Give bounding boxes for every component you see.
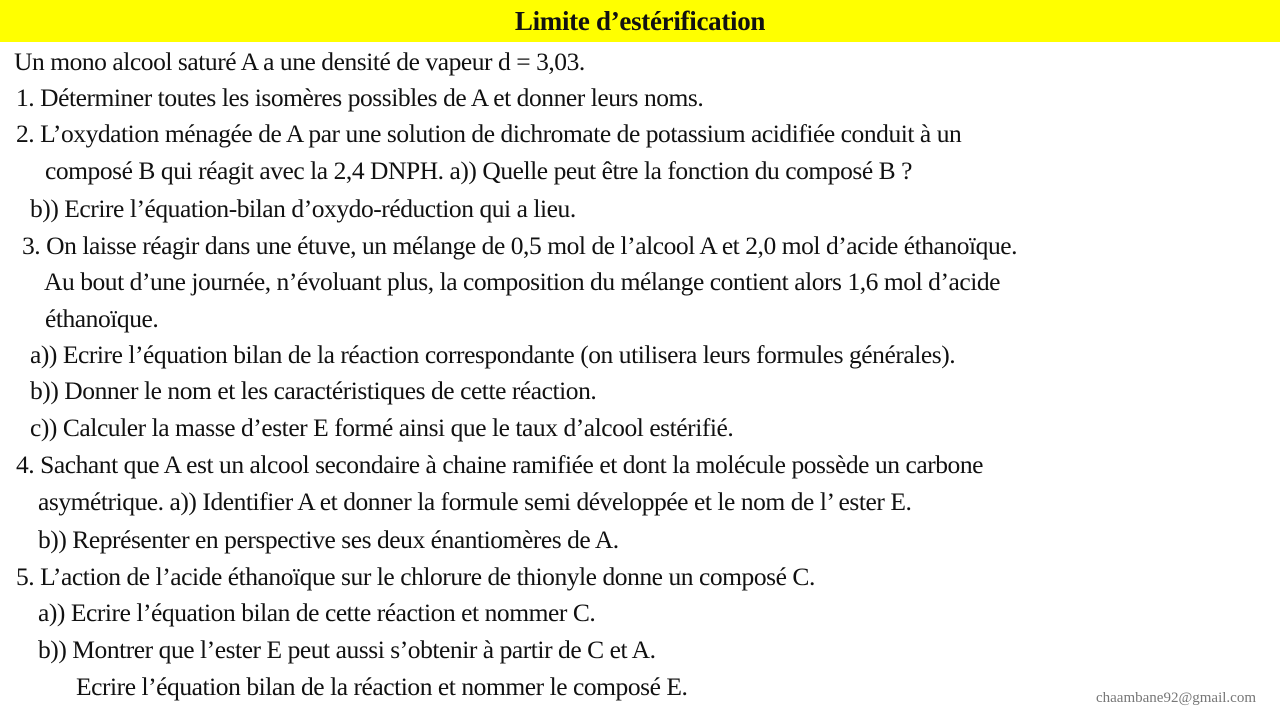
question-1: 1. Déterminer toutes les isomères possibles de A et donner leurs noms. xyxy=(16,83,704,112)
question-5b: b)) Montrer que l’ester E peut aussi s’obtenir à partir de C et A. xyxy=(38,635,656,664)
question-3-cont2: éthanoïque. xyxy=(45,304,159,333)
title-bar xyxy=(0,0,1280,42)
question-3-cont: Au bout d’une journée, n’évoluant plus, la composition du mélange contient alors 1,6 mol d’acide xyxy=(44,267,1001,296)
question-3c: c)) Calculer la masse d’ester E formé ainsi que le taux d’alcool estérifié. xyxy=(30,413,734,442)
question-5b-cont: Ecrire l’équation bilan de la réaction et nommer le composé E. xyxy=(76,672,688,701)
question-3a: a)) Ecrire l’équation bilan de la réaction correspondante (on utilisera leurs formules générales). xyxy=(30,340,956,369)
question-4-cont: asymétrique. a)) Identifier A et donner la formule semi développée et le nom de l’ ester E. xyxy=(38,487,912,516)
page-title: Limite d’estérification xyxy=(514,6,766,36)
question-5: 5. L’action de l’acide éthanoïque sur le chlorure de thionyle donne un composé C. xyxy=(16,562,815,591)
question-3b: b)) Donner le nom et les caractéristiques de cette réaction. xyxy=(30,376,597,405)
question-4: 4. Sachant que A est un alcool secondaire à chaine ramifiée et dont la molécule possède un carbone xyxy=(16,450,984,479)
question-3: 3. On laisse réagir dans une étuve, un mélange de 0,5 mol de l’alcool A et 2,0 mol d’acide éthanoïque. xyxy=(22,231,1018,260)
intro-line: Un mono alcool saturé A a une densité de vapeur d = 3,03. xyxy=(14,47,585,76)
question-5a: a)) Ecrire l’équation bilan de cette réaction et nommer C. xyxy=(38,598,596,627)
question-2-cont: composé B qui réagit avec la 2,4 DNPH. a)) Quelle peut être la fonction du composé B ? xyxy=(45,156,912,185)
question-2: 2. L’oxydation ménagée de A par une solution de dichromate de potassium acidifiée conduit à un xyxy=(16,119,962,148)
question-4b: b)) Représenter en perspective ses deux énantiomères de A. xyxy=(38,525,619,554)
question-2b: b)) Ecrire l’équation-bilan d’oxydo-réduction qui a lieu. xyxy=(30,194,576,223)
author-email: chaambane92@gmail.com xyxy=(1095,690,1256,706)
